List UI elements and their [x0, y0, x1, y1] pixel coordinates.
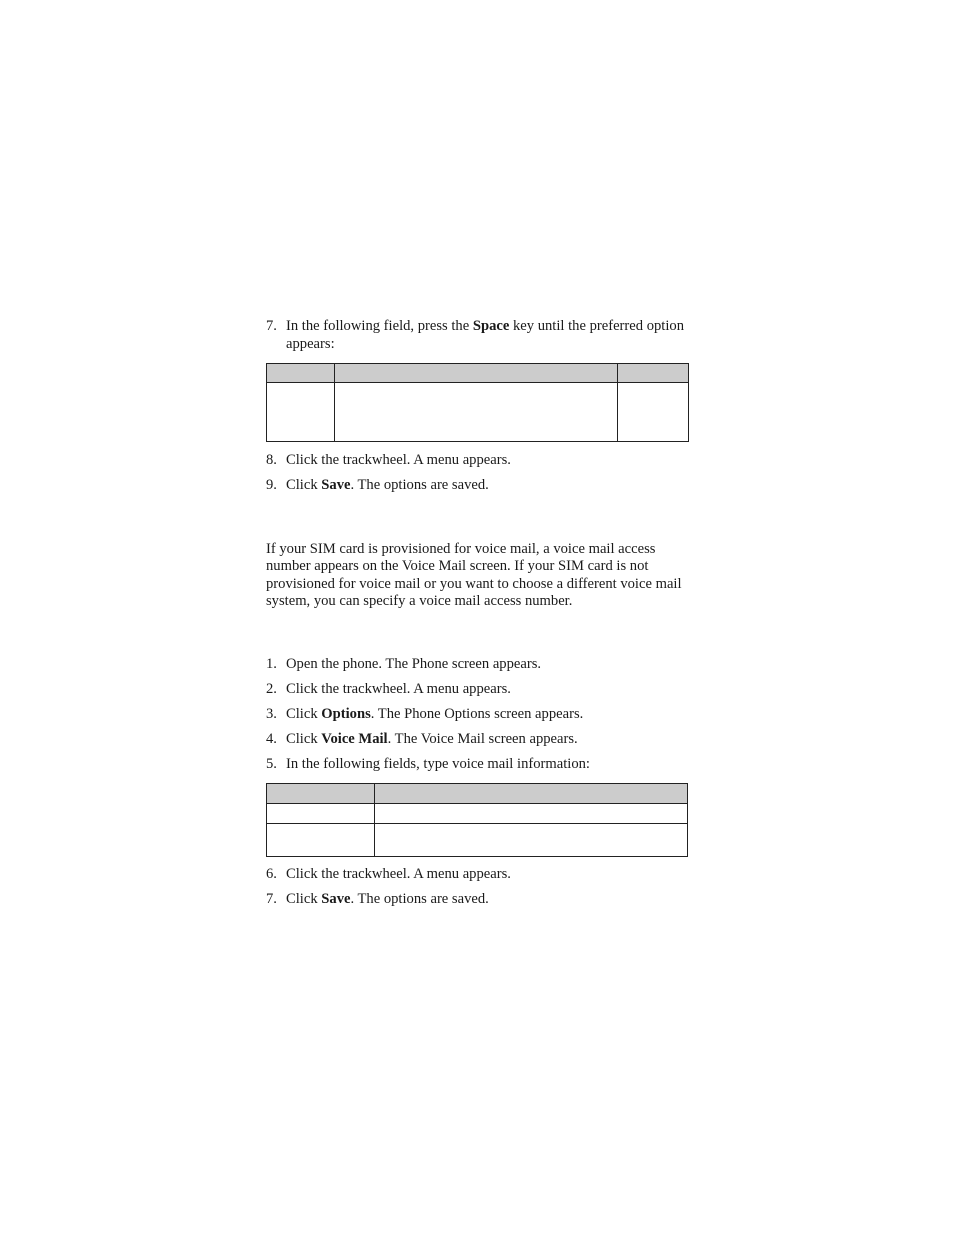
save-label: Save — [321, 477, 351, 493]
table-cell — [374, 824, 687, 857]
voice-mail-intro-paragraph: If your SIM card is provisioned for voice mail, a voice mail access number appears on the Voice Mail screen. If your SIM card is not provisioned for voice mail or you want to choose a different voice mail system, you can specify a voice mail access number. — [266, 541, 682, 610]
table-header-cell — [618, 364, 689, 383]
table-cell — [618, 383, 689, 442]
step-7-instruction: 7. In the following field, press the Space key until the preferred option appears: — [266, 318, 684, 352]
table-cell — [374, 804, 687, 824]
table-row — [267, 383, 689, 442]
options-label: Options — [321, 706, 371, 722]
table-header-row — [267, 784, 688, 804]
key-name: Space — [472, 318, 510, 334]
step-7-instruction: 7. Click Save. The options are saved. — [266, 891, 489, 907]
voice-mail-label: Voice Mail — [321, 731, 388, 747]
table-header-cell — [267, 784, 375, 804]
step-2-instruction: 2. Click the trackwheel. A menu appears. — [266, 681, 511, 697]
table-row — [267, 824, 688, 857]
step-number: 7. — [266, 318, 277, 334]
table-header-cell — [374, 784, 687, 804]
step-4-instruction: 4. Click Voice Mail. The Voice Mail screen appears. — [266, 731, 578, 747]
step-6-instruction: 6. Click the trackwheel. A menu appears. — [266, 866, 511, 882]
table-header-cell — [267, 364, 335, 383]
option-table — [266, 363, 689, 442]
step-9-instruction: 9. Click Save. The options are saved. — [266, 477, 489, 493]
table-cell — [267, 383, 335, 442]
step-1-instruction: 1. Open the phone. The Phone screen appears. — [266, 656, 542, 672]
step-8-instruction: 8. Click the trackwheel. A menu appears. — [266, 452, 511, 468]
save-label: Save — [321, 891, 351, 907]
table-row — [267, 804, 688, 824]
table-header-cell — [335, 364, 618, 383]
table-cell — [335, 383, 618, 442]
table-cell — [267, 824, 375, 857]
step-3-instruction: 3. Click Options. The Phone Options screen appears. — [266, 706, 584, 722]
table-header-row — [267, 364, 689, 383]
table-cell — [267, 804, 375, 824]
step-5-instruction: 5. In the following fields, type voice mail information: — [266, 756, 590, 772]
voice-mail-fields-table — [266, 783, 688, 857]
